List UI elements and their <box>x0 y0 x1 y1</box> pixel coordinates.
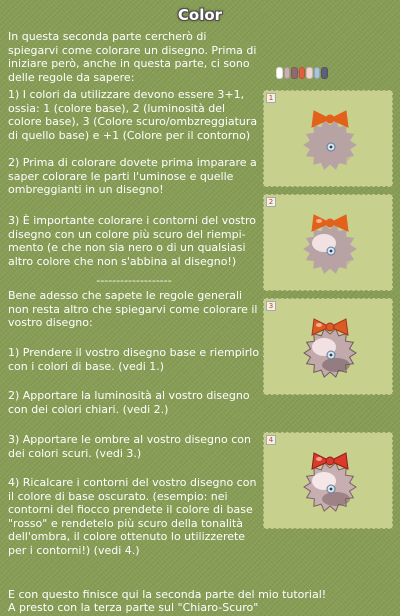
palette-swatch <box>291 67 298 79</box>
creature-shadow <box>322 492 350 506</box>
bow-knot <box>326 457 334 465</box>
palette-swatch <box>306 67 313 79</box>
palette-swatch <box>321 67 328 79</box>
example-box-3 <box>263 298 393 395</box>
step-4: 4) Ricalcare i contorni del vostro disegno con il colore di base oscurato. (esempio: nei contorni del fiocco prendete il colore di base "rosso" e rendetelo più scuro della tonalità dell'ombra, il colore ottenuto lo utilizzerete per i contorni!) (vedi 4.) <box>8 476 257 557</box>
intro-paragraph: In questa seconda parte cercherò di spiegarvi come colorare un disegno. Prima di iniziare però, anche in questa parte, ci sono delle regole da sapere: <box>8 30 257 84</box>
creature-illustration <box>300 107 360 171</box>
palette-swatch <box>299 67 306 79</box>
example-box-1 <box>263 90 393 187</box>
example-number: 2 <box>266 197 276 207</box>
divider-line: ------------------- <box>96 274 172 287</box>
bow-highlight <box>316 219 322 223</box>
creature-illustration <box>300 449 360 513</box>
creature-shadow <box>322 254 350 268</box>
example-box-4 <box>263 432 393 529</box>
example-box-2 <box>263 194 393 291</box>
example-number: 3 <box>266 301 276 311</box>
bow-knot <box>326 219 334 227</box>
example-number: 1 <box>266 93 276 103</box>
outro-line-2: A presto con la terza parte sul "Chiaro-Scuro" <box>8 601 259 614</box>
palette-swatch <box>314 67 321 79</box>
creature-illustration <box>300 315 360 379</box>
creature-shadow <box>322 150 350 164</box>
rule-3: 3) È importante colorare i contorni del vostro disegno con un colore più scuro del riempi-mento (e che non sia nero o di un qualsiasi altro colore che non s'abbina al disegno!) <box>8 214 257 268</box>
step-2: 2) Apportare la luminosità al vostro disegno con dei colori chiari. (vedi 2.) <box>8 389 250 416</box>
transition-paragraph: Bene adesso che sapete le regole generali non resta altro che spiegarvi come colorare il vostro disegno: <box>8 289 258 329</box>
creature-pupil <box>330 146 333 149</box>
rule-1: 1) I colori da utilizzare devono essere 3+1, ossia: 1 (colore base), 2 (luminosità del colore base), 3 (Colore scuro/ombzreggiatura di quello base) e +1 (Colore per il contorno) <box>8 88 258 142</box>
rule-2: 2) Prima di colorare dovete prima imparare a saper colorare le parti l'uminose e quelle ombreggianti in un disegno! <box>8 156 257 196</box>
palette-swatch <box>284 67 291 79</box>
bow-highlight <box>316 457 322 461</box>
page-title: Color <box>177 6 223 24</box>
bow-highlight <box>316 323 322 327</box>
color-palette <box>276 67 328 77</box>
creature-illustration <box>300 211 360 275</box>
creature-pupil <box>330 488 333 491</box>
bow-highlight <box>316 115 322 119</box>
bow-knot <box>326 115 334 123</box>
creature-pupil <box>330 250 333 253</box>
palette-swatch <box>276 67 283 79</box>
outro-line-1: E con questo finisce qui la seconda parte del mio tutorial! <box>8 588 327 601</box>
step-3: 3) Apportare le ombre al vostro disegno con dei colori scuri. (vedi 3.) <box>8 433 251 460</box>
step-1: 1) Prendere il vostro disegno base e riempirlo con i colori di base. (vedi 1.) <box>8 346 260 373</box>
creature-shadow <box>322 358 350 372</box>
creature-pupil <box>330 354 333 357</box>
bow-knot <box>326 323 334 331</box>
example-number: 4 <box>266 435 276 445</box>
